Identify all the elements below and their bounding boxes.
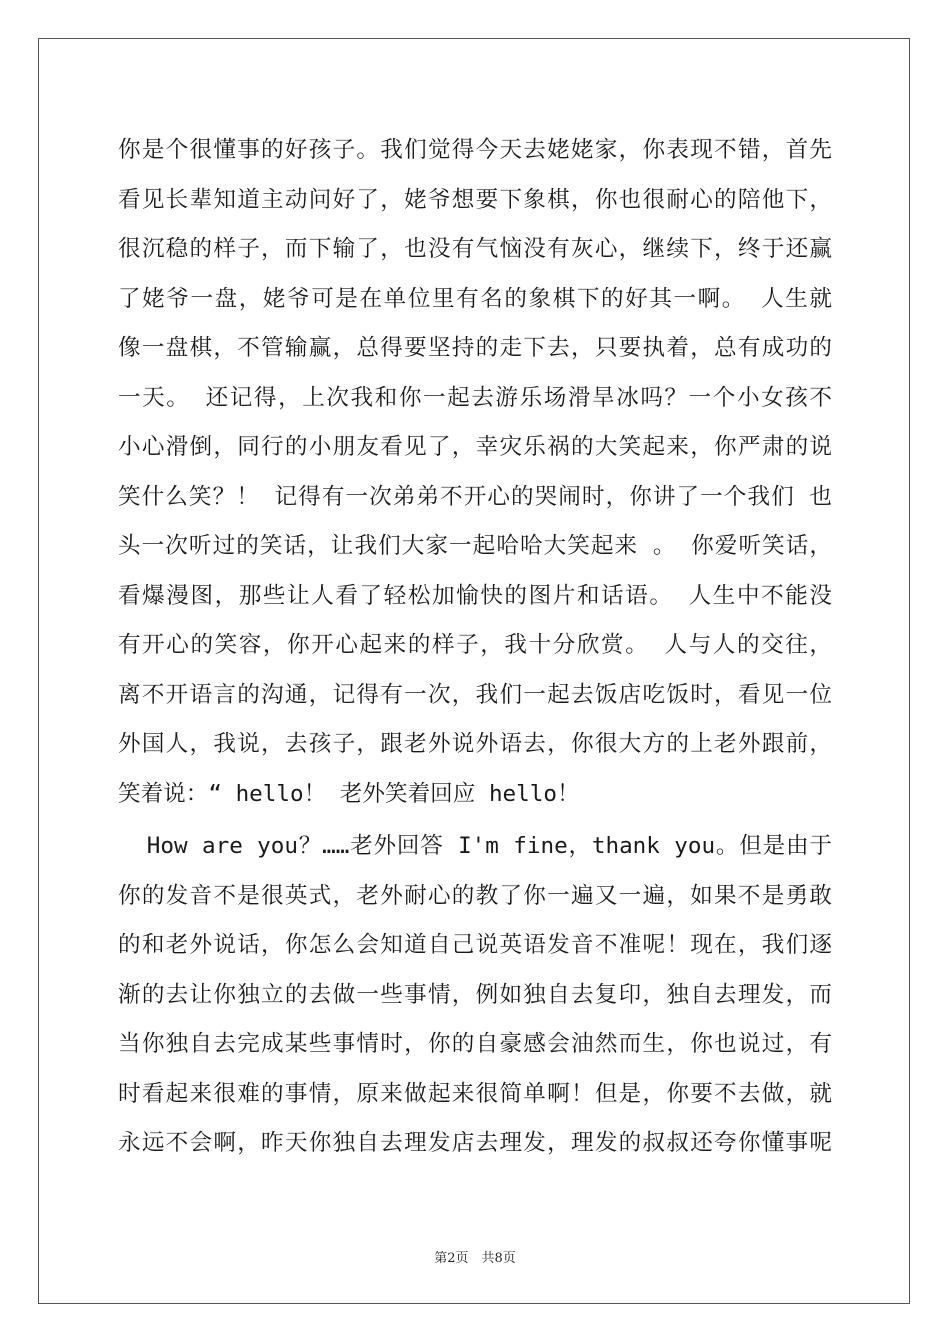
paragraph-2 bbox=[118, 822, 832, 1169]
text-line: 有开心的笑容，你开心起来的样子，我十分欣赏。 人与人的交往， bbox=[118, 632, 832, 658]
text-line: 笑什么笑？！ 记得有一次弟弟不开心的哭闹时，你讲了一个我们 也 bbox=[118, 483, 832, 510]
text-line: 看爆漫图，那些让人看了轻松加愉快的图片和话语。 人生中不能没 bbox=[118, 582, 832, 609]
paragraph-1 bbox=[118, 126, 832, 819]
text-line: 外国人，我说，去孩子，跟老外说外语去，你很大方的上老外跟前， bbox=[118, 731, 832, 757]
text-line: 离不开语言的沟通，记得有一次，我们一起去饭店吃饭时，看见一位 bbox=[118, 681, 832, 708]
text-line: 渐的去让你独立的去做一些事情，例如独自去复印，独自去理发，而 bbox=[118, 981, 832, 1008]
text-line: How are you？……老外回答 I'm fine，thank you。但是由于 bbox=[118, 833, 832, 859]
text-line: 当你独自去完成某些事情时，你的自豪感会油然而生，你也说过，有 bbox=[118, 1031, 832, 1057]
text-line: 头一次听过的笑话，让我们大家一起哈哈大笑起来 。 你爱听笑话， bbox=[118, 533, 832, 559]
text-line: 很沉稳的样子，而下输了，也没有气恼没有灰心，继续下，终于还赢 bbox=[118, 236, 832, 262]
text-line: 你是个很懂事的好孩子。我们觉得今天去姥姥家，你表现不错，首先 bbox=[118, 137, 832, 163]
text-line: 小心滑倒，同行的小朋友看见了，幸灾乐祸的大笑起来，你严肃的说 bbox=[118, 434, 832, 460]
text-line: 了姥爷一盘，姥爷可是在单位里有名的象棋下的好其一啊。 人生就 bbox=[118, 285, 832, 312]
text-line: 永远不会啊，昨天你独自去理发店去理发，理发的叔叔还夸你懂事呢 bbox=[118, 1130, 832, 1156]
text-line: 你的发音不是很英式，老外耐心的教了你一遍又一遍，如果不是勇敢 bbox=[118, 882, 832, 909]
text-line: 笑着说：“ hello！ 老外笑着回应 hello！ bbox=[118, 780, 580, 807]
page-number-footer: 第2页 共8页 bbox=[434, 1251, 516, 1266]
text-line: 看见长辈知道主动问好了，姥爷想要下象棋，你也很耐心的陪他下， bbox=[118, 186, 832, 213]
text-line: 像一盘棋，不管输赢，总得要坚持的走下去，只要执着，总有成功的 bbox=[118, 335, 832, 361]
text-line: 的和老外说话，你怎么会知道自己说英语发音不准呢！现在，我们逐 bbox=[118, 932, 832, 958]
text-line: 一天。 还记得，上次我和你一起去游乐场滑旱冰吗？一个小女孩不 bbox=[118, 384, 832, 411]
text-line: 时看起来很难的事情，原来做起来很简单啊！但是，你要不去做，就 bbox=[118, 1080, 832, 1107]
